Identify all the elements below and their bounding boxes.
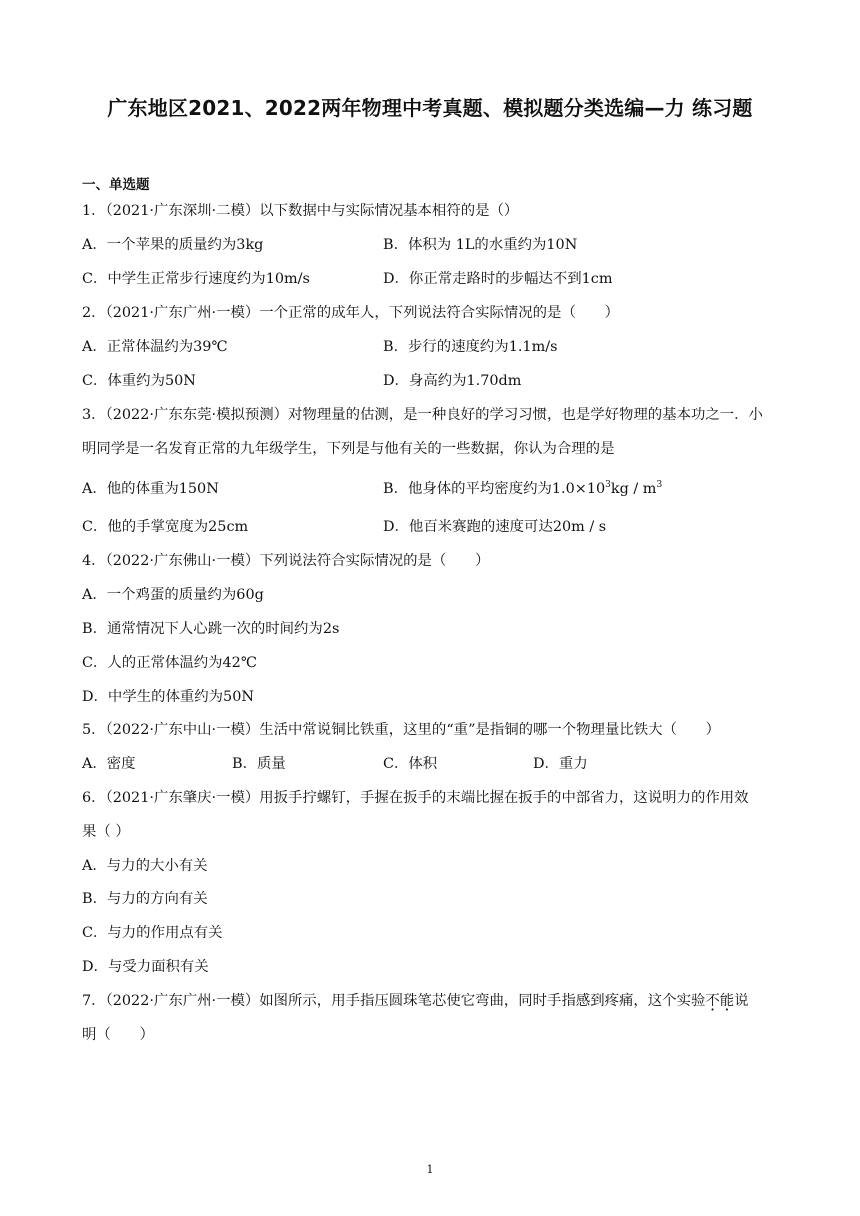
question-1-option-a: A．一个苹果的质量约为3kg <box>82 237 264 253</box>
question-4-option-a: A．一个鸡蛋的质量约为60g <box>82 587 264 603</box>
question-2-option-c: C．体重约为50N <box>82 373 196 389</box>
question-6-option-b: B．与力的方向有关 <box>82 891 208 907</box>
question-6-stem-line-1: 6．（2021·广东肇庆·一模）用扳手拧螺钉，手握在扳手的末端比握在扳手的中部省力，这说明力的作用效 <box>82 790 749 806</box>
question-5-stem: 5．（2022·广东中山·一模）生活中常说铜比铁重，这里的“重”是指铜的哪一个物理量比铁大（ ） <box>82 722 721 738</box>
question-2-option-b: B．步行的速度约为1.1m/s <box>383 339 558 355</box>
question-1-option-d: D．你正常走路时的步幅达不到1cm <box>383 271 613 287</box>
question-4-stem: 4．（2022·广东佛山·一模）下列说法符合实际情况的是（ ） <box>82 553 490 569</box>
question-2-option-d: D．身高约为1.70dm <box>383 373 522 389</box>
question-3-stem-line-1: 3．（2022·广东东莞·模拟预测）对物理量的估测，是一种良好的学习习惯，也是学好物理的基本功之一．小 <box>82 407 763 423</box>
question-3-option-b <box>383 479 662 499</box>
question-6-option-a: A．与力的大小有关 <box>82 858 208 874</box>
question-4-option-b: B．通常情况下人心跳一次的时间约为2s <box>82 621 340 637</box>
question-5-option-a: A．密度 <box>82 756 136 772</box>
q3-b-exponent: 3 <box>605 480 611 490</box>
q7-stem-text-end: 说 <box>734 993 749 1009</box>
question-1-option-b: B．体积为 1L的水重约为10N <box>383 237 578 253</box>
question-6-option-c: C．与力的作用点有关 <box>82 925 223 941</box>
q3-b-text: B．他身体的平均密度约为1.0×10 <box>383 481 606 497</box>
question-3-stem-line-2: 明同学是一名发育正常的九年级学生，下列是与他有关的一些数据，你认为合理的是 <box>82 441 615 457</box>
question-4-option-c: C．人的正常体温约为42℃ <box>82 655 257 671</box>
question-4-option-d: D．中学生的体重约为50N <box>82 689 254 705</box>
question-3-option-d: D．他百米赛跑的速度可达20m / s <box>383 519 607 535</box>
question-5-option-b: B．质量 <box>232 756 286 772</box>
document-title: 广东地区2021、2022两年物理中考真题、模拟题分类选编—力 练习题 <box>107 96 753 120</box>
section-heading: 一、单选题 <box>82 177 150 193</box>
question-2-option-a: A．正常体温约为39℃ <box>82 339 228 355</box>
question-6-stem-line-2: 果（ ） <box>82 824 130 840</box>
page-number: 1 <box>426 1163 434 1176</box>
q7-emphasis-char-2: 能 <box>719 993 735 1009</box>
question-6-option-d: D．与受力面积有关 <box>82 959 209 975</box>
question-1-option-c: C．中学生正常步行速度约为10m/s <box>82 271 310 287</box>
question-7-stem-line-2: 明（ ） <box>82 1027 154 1043</box>
question-5-option-c: C．体积 <box>383 756 438 772</box>
question-1-stem: 1．（2021·广东深圳·二模）以下数据中与实际情况基本相符的是（） <box>82 203 519 219</box>
question-5-option-d: D．重力 <box>533 756 588 772</box>
question-3-option-a: A．他的体重为150N <box>82 481 219 497</box>
q3-b-unit: kg / m <box>610 481 657 497</box>
question-7-stem-line-1 <box>82 991 749 1011</box>
q3-b-unit-exponent: 3 <box>656 480 663 490</box>
q7-stem-text: 7．（2022·广东广州·一模）如图所示，用手指压圆珠笔芯使它弯曲，同时手指感到疼痛，这个实验 <box>82 993 706 1009</box>
q7-emphasis-char-1: 不 <box>705 993 720 1009</box>
question-2-stem: 2．（2021·广东广州·一模）一个正常的成年人，下列说法符合实际情况的是（ ） <box>82 305 620 321</box>
question-3-option-c: C．他的手掌宽度为25cm <box>82 519 249 535</box>
